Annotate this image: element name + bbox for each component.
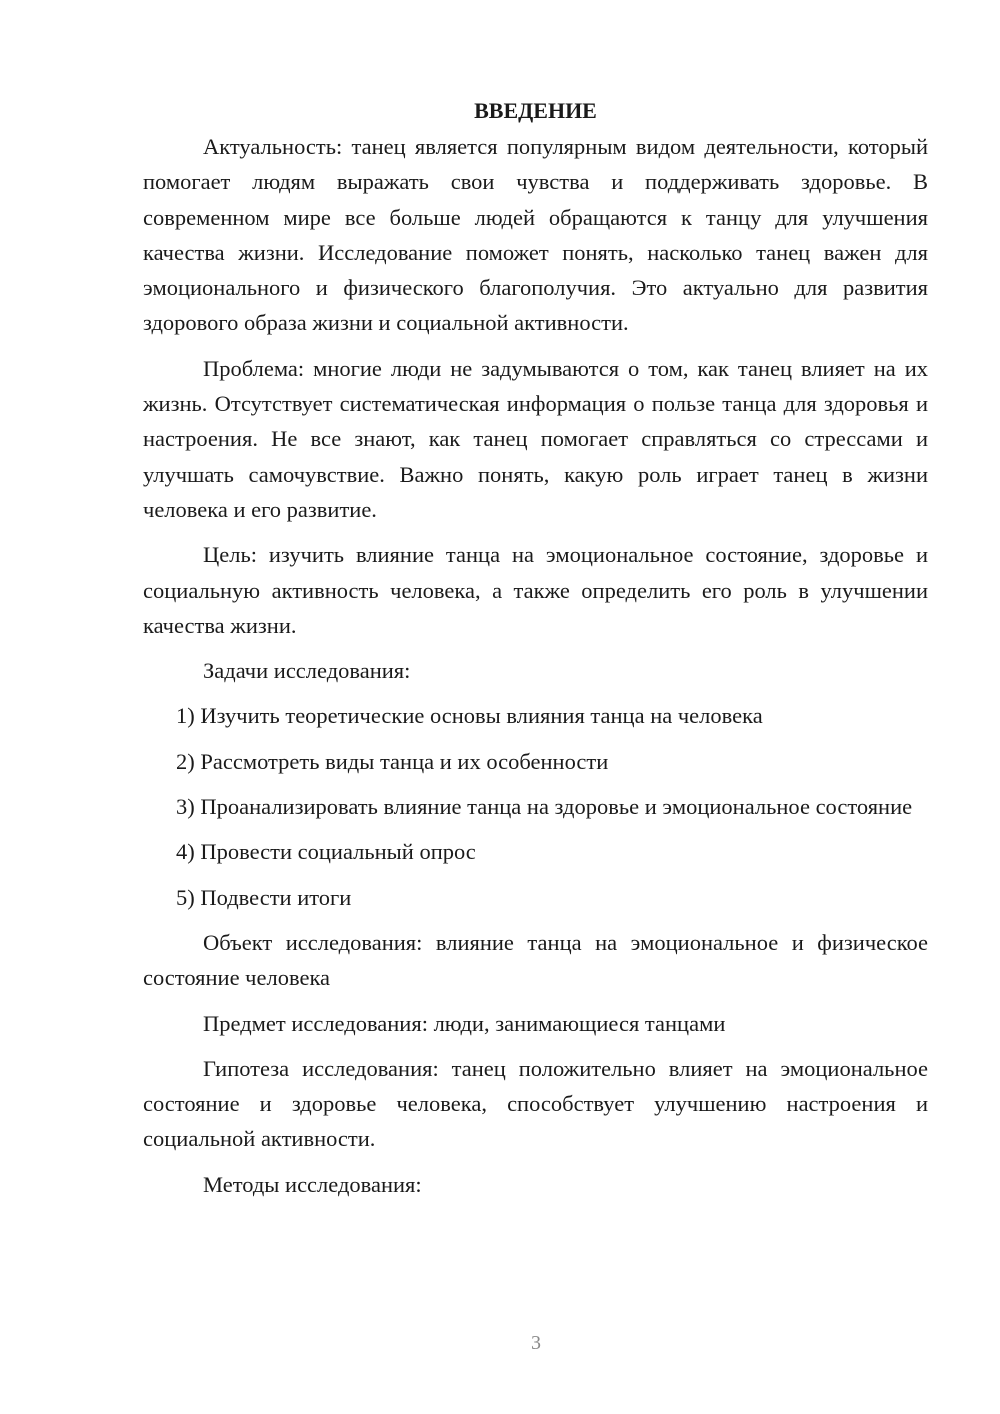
task-item-2: 2) Рассмотреть виды танца и их особенности (176, 748, 609, 774)
task-item-4: 4) Провести социальный опрос (176, 839, 476, 865)
paragraph-goal: Цель: изучить влияние танца на эмоциональное состояние, здоровье и социальную активность человека, а также определить его роль в улучшении качества жизни. (143, 542, 928, 638)
task-item-5: 5) Подвести итоги (176, 884, 352, 910)
task-item-1: 1) Изучить теоретические основы влияния танца на человека (176, 703, 763, 729)
paragraph-object: Объект исследования: влияние танца на эмоциональное и физическое состояние человека (143, 929, 928, 991)
paragraph-problem: Проблема: многие люди не задумываются о том, как танец влияет на их жизнь. Отсутствует систематическая информация о пользе танца для здоровья и настроения. Не все знают, как танец помогает справляться со стрессами и улучшать самочувствие. Важно понять, какую роль играет танец в жизни человека и его развитие. (143, 355, 928, 522)
paragraph-hypothesis: Гипотеза исследования: танец положительно влияет на эмоциональное состояние и здоровье человека, способствует улучшению настроения и социальной активности. (143, 1055, 928, 1152)
section-heading: ВВЕДЕНИЕ (474, 98, 597, 123)
page-number: 3 (531, 1332, 541, 1354)
paragraph-relevance: Актуальность: танец является популярным видом деятельности, который помогает людям выражать свои чувства и поддерживать здоровье. В современном мире все больше людей обращаются к танцу для улучшения качества жизни. Исследование поможет понять, насколько танец важен для эмоционального и физического благополучия. Это актуально для развития здорового образа жизни и социальной активности. (143, 134, 928, 336)
page-content (143, 93, 928, 1202)
paragraph-subject: Предмет исследования: люди, занимающиеся танцами (203, 1010, 726, 1036)
paragraph-methods-title: Методы исследования: (203, 1171, 422, 1197)
task-item-3: 3) Проанализировать влияние танца на здоровье и эмоциональное состояние (176, 794, 913, 820)
paragraph-tasks-title: Задачи исследования: (203, 658, 411, 684)
